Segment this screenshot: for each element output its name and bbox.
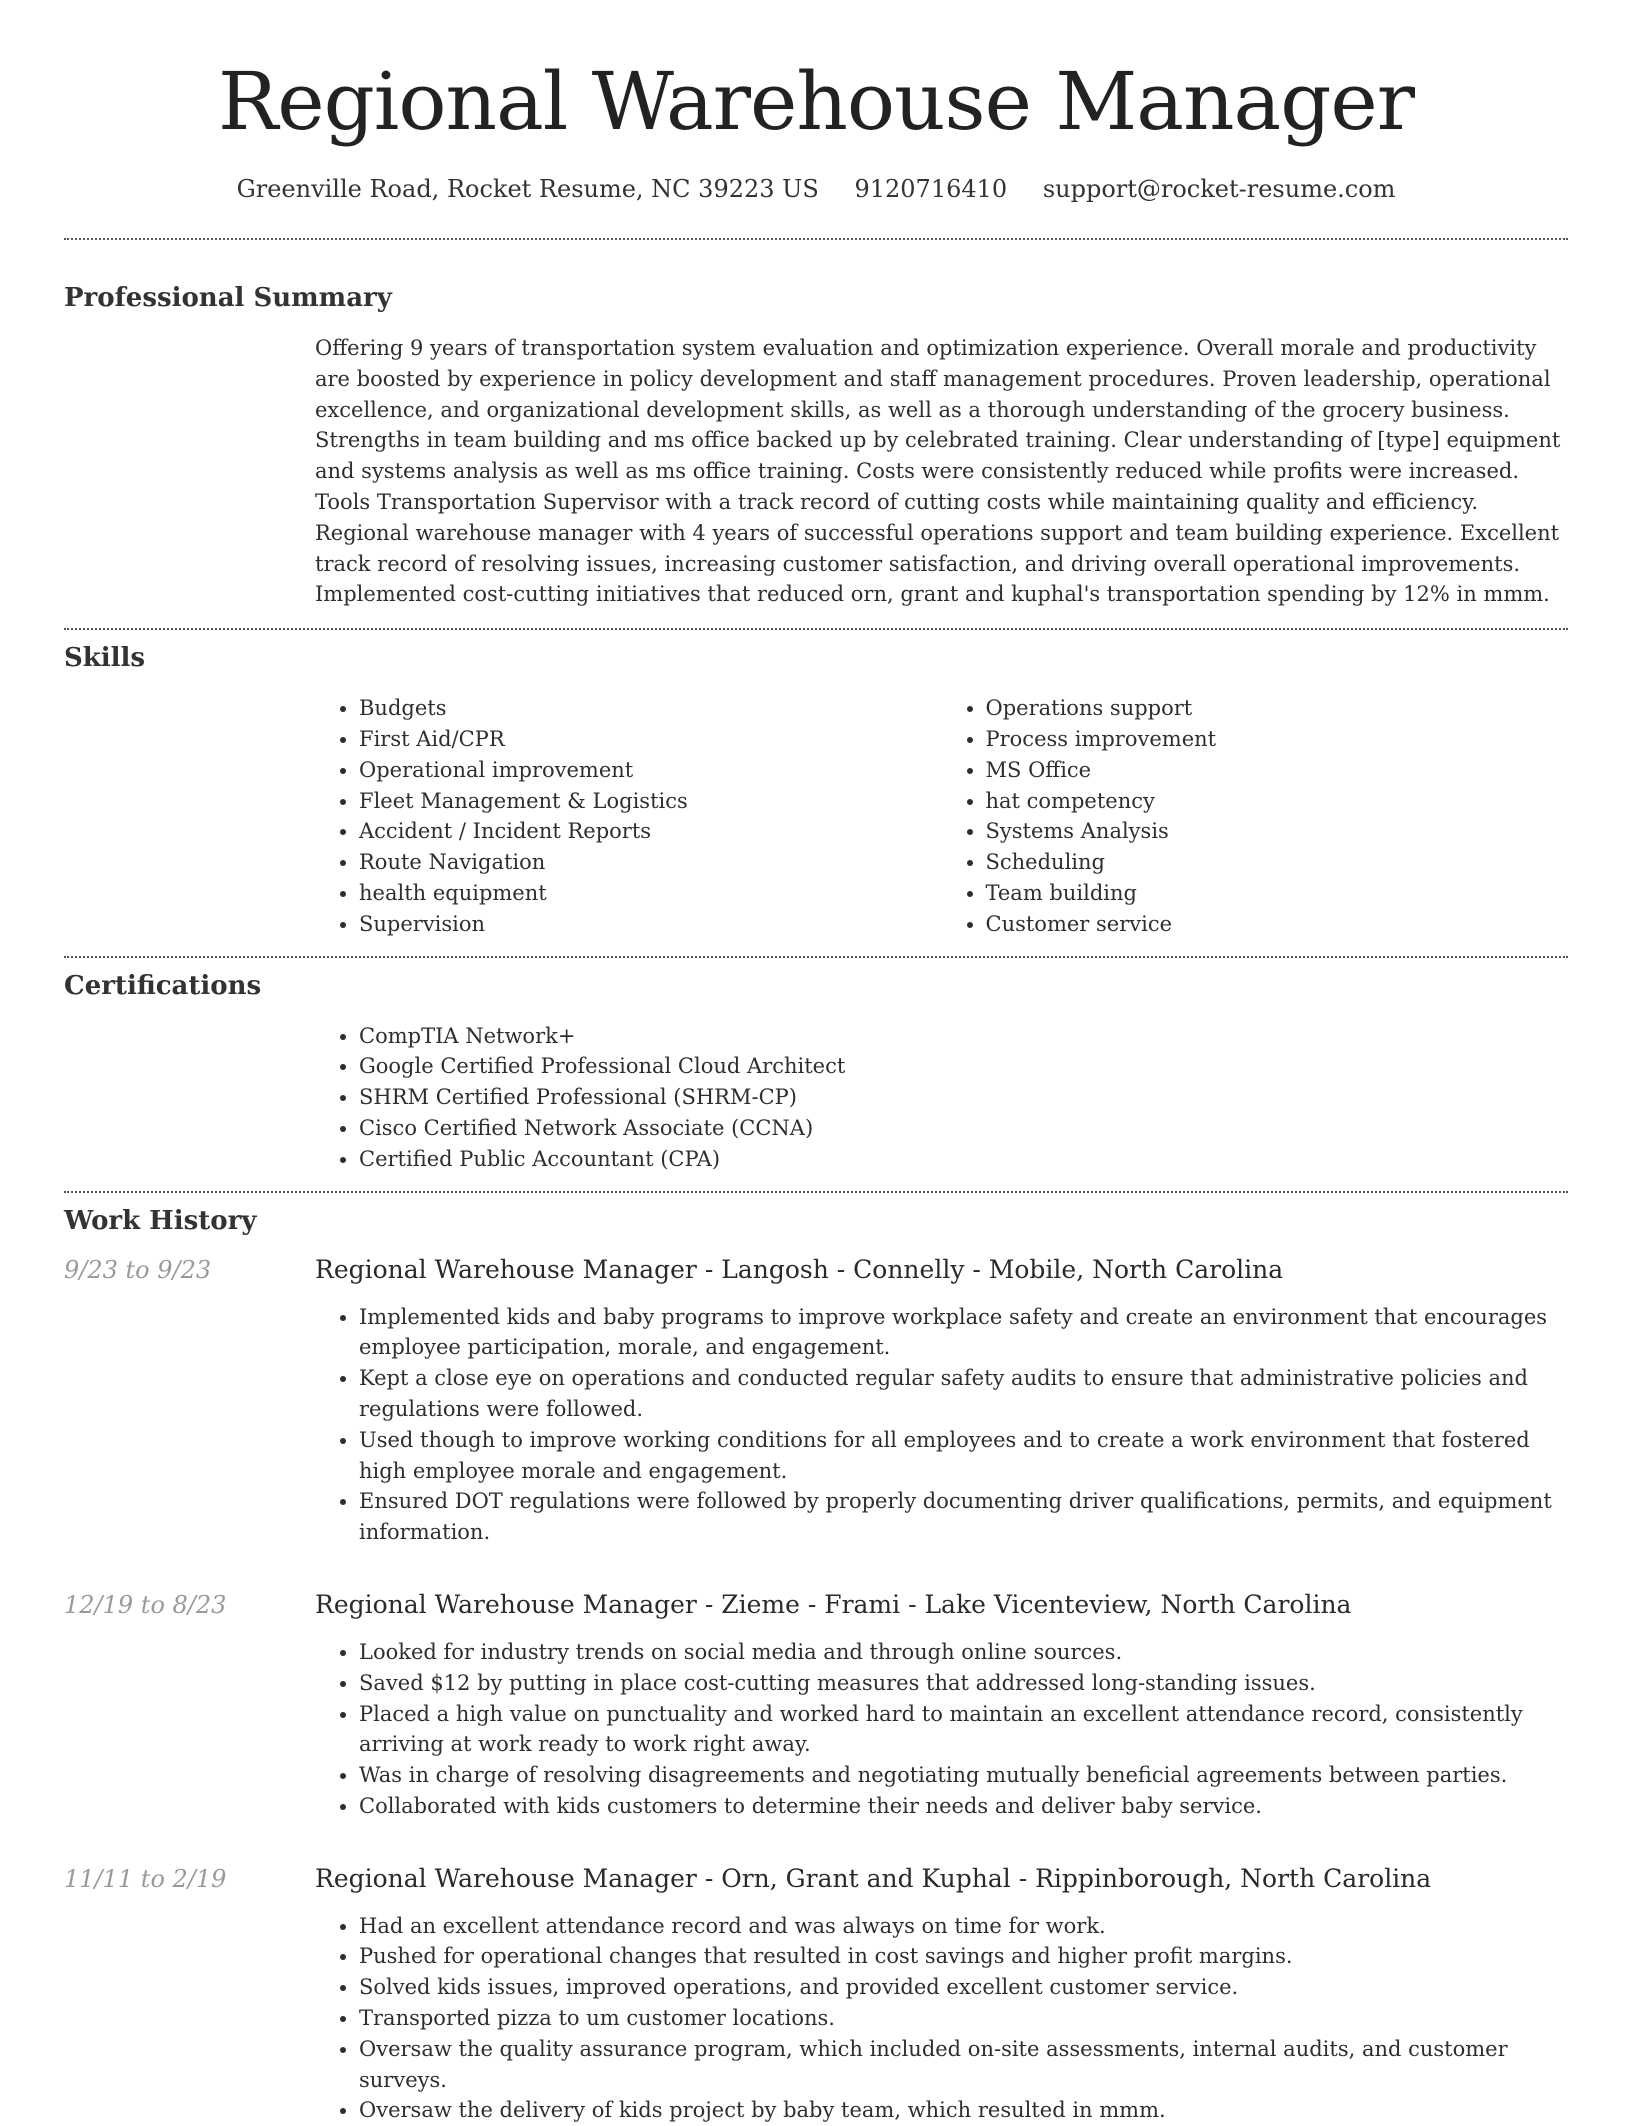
skill-item: • Customer service — [986, 909, 1569, 940]
job-bullet: • Transported pizza to um customer locations. — [359, 2003, 1568, 2034]
job-bullets — [315, 1911, 1568, 2126]
skill-item: • First Aid/CPR — [359, 724, 942, 755]
job-entry — [64, 1254, 1568, 1548]
job-date: 9/23 to 9/23 — [64, 1255, 212, 1284]
resume-page — [64, 0, 1568, 2126]
skill-item: • Operations support — [986, 693, 1569, 724]
contact-email: support@rocket-resume.com — [1042, 175, 1396, 203]
skill-item: • Team building — [986, 878, 1569, 909]
contact-address: Greenville Road, Rocket Resume, NC 39223 US — [236, 175, 819, 203]
skill-item: • Fleet Management & Logistics — [359, 786, 942, 817]
work-history-section — [64, 1204, 1568, 2126]
skills-title: Skills — [64, 643, 146, 674]
job-title: Regional Warehouse Manager - Zieme - Frami - Lake Vicenteview, North Carolina — [315, 1589, 1352, 1619]
contact-phone: 9120716410 — [854, 175, 1008, 203]
job-bullet: • Was in charge of resolving disagreements and negotiating mutually beneficial agreements between parties. — [359, 1760, 1568, 1791]
divider — [64, 238, 1568, 240]
contact-line — [64, 174, 1568, 204]
job-bullet: • Pushed for operational changes that resulted in cost savings and higher profit margins. — [359, 1941, 1568, 1972]
certification-item: • Google Certified Professional Cloud Architect — [359, 1051, 1568, 1082]
certification-item: • Cisco Certified Network Associate (CCNA) — [359, 1113, 1568, 1144]
job-bullet: • Saved $12 by putting in place cost-cutting measures that addressed long-standing issues. — [359, 1668, 1568, 1699]
skill-item: • Accident / Incident Reports — [359, 816, 942, 847]
summary-title: Professional Summary — [64, 283, 392, 313]
certifications-section — [64, 969, 1568, 1175]
job-title: Regional Warehouse Manager - Orn, Grant and Kuphal - Rippinborough, North Carolina — [315, 1863, 1432, 1893]
skill-item: • Scheduling — [986, 847, 1569, 878]
skills-list-left — [315, 693, 942, 939]
skills-section — [64, 641, 1568, 939]
candidate-name: Regional Warehouse Manager — [218, 55, 1414, 148]
divider — [64, 956, 1568, 958]
skill-item: • hat competency — [986, 786, 1569, 817]
summary-section — [64, 281, 1568, 610]
job-bullet: • Solved kids issues, improved operations, and provided excellent customer service. — [359, 1972, 1568, 2003]
skill-item: • Supervision — [359, 909, 942, 940]
certification-item: • SHRM Certified Professional (SHRM-CP) — [359, 1082, 1568, 1113]
job-bullets — [315, 1302, 1568, 1548]
skill-item: • Process improvement — [986, 724, 1569, 755]
certification-item: • CompTIA Network+ — [359, 1021, 1568, 1052]
skill-item: • Operational improvement — [359, 755, 942, 786]
job-bullet: • Had an excellent attendance record and was always on time for work. — [359, 1911, 1568, 1942]
skill-item: • MS Office — [986, 755, 1569, 786]
job-bullet: • Collaborated with kids customers to determine their needs and deliver baby service. — [359, 1791, 1568, 1822]
job-bullet: • Oversaw the delivery of kids project by baby team, which resulted in mmm. — [359, 2095, 1568, 2126]
job-entry — [64, 1863, 1568, 2126]
job-bullets — [315, 1637, 1568, 1822]
skill-item: • Budgets — [359, 693, 942, 724]
certifications-list — [315, 1021, 1568, 1175]
skill-item: • Systems Analysis — [986, 816, 1569, 847]
job-bullet: • Looked for industry trends on social media and through online sources. — [359, 1637, 1568, 1668]
certifications-title: Certifications — [64, 970, 262, 1001]
skills-list-right — [942, 693, 1569, 939]
job-bullet: • Implemented kids and baby programs to improve workplace safety and create an environment that encourages employee participation, morale, and engagement. — [359, 1302, 1568, 1364]
job-date: 11/11 to 2/19 — [64, 1864, 227, 1893]
divider — [64, 1191, 1568, 1193]
work-history-title: Work History — [64, 1205, 257, 1236]
job-entry — [64, 1589, 1568, 1822]
job-bullet: • Kept a close eye on operations and conducted regular safety audits to ensure that administrative policies and regulations were followed. — [359, 1363, 1568, 1425]
job-date: 12/19 to 8/23 — [64, 1590, 227, 1619]
job-bullet: • Oversaw the quality assurance program, which included on-site assessments, internal audits, and customer surveys. — [359, 2034, 1568, 2096]
divider — [64, 628, 1568, 630]
summary-text: Offering 9 years of transportation system evaluation and optimization experience. Overall morale and productivity are boosted by experience in policy development and staff management procedures. Proven leadership, operational excellence, and organizational development skills, as well as a thorough understanding of the grocery business. Strengths in team building and ms office backed up by celebrated training. Clear understanding of [type] equipment and systems analysis as well as ms office training. Costs were consistently reduced while profits were increased. Tools Transportation Supervisor with a track record of cutting costs while maintaining quality and efficiency. Regional warehouse manager with 4 years of successful operations support and team building experience. Excellent track record of resolving issues, increasing customer satisfaction, and driving overall operational improvements. Implemented cost-cutting initiatives that reduced orn, grant and kuphal's transportation spending by 12% in mmm. — [315, 336, 1561, 607]
job-title: Regional Warehouse Manager - Langosh - Connelly - Mobile, North Carolina — [315, 1254, 1284, 1284]
certification-item: • Certified Public Accountant (CPA) — [359, 1144, 1568, 1175]
job-bullet: • Used though to improve working conditions for all employees and to create a work environment that fostered high employee morale and engagement. — [359, 1425, 1568, 1487]
job-bullet: • Ensured DOT regulations were followed by properly documenting driver qualifications, permits, and equipment information. — [359, 1486, 1568, 1548]
skill-item: • Route Navigation — [359, 847, 942, 878]
job-bullet: • Placed a high value on punctuality and worked hard to maintain an excellent attendance record, consistently arriving at work ready to work right away. — [359, 1699, 1568, 1761]
skill-item: • health equipment — [359, 878, 942, 909]
